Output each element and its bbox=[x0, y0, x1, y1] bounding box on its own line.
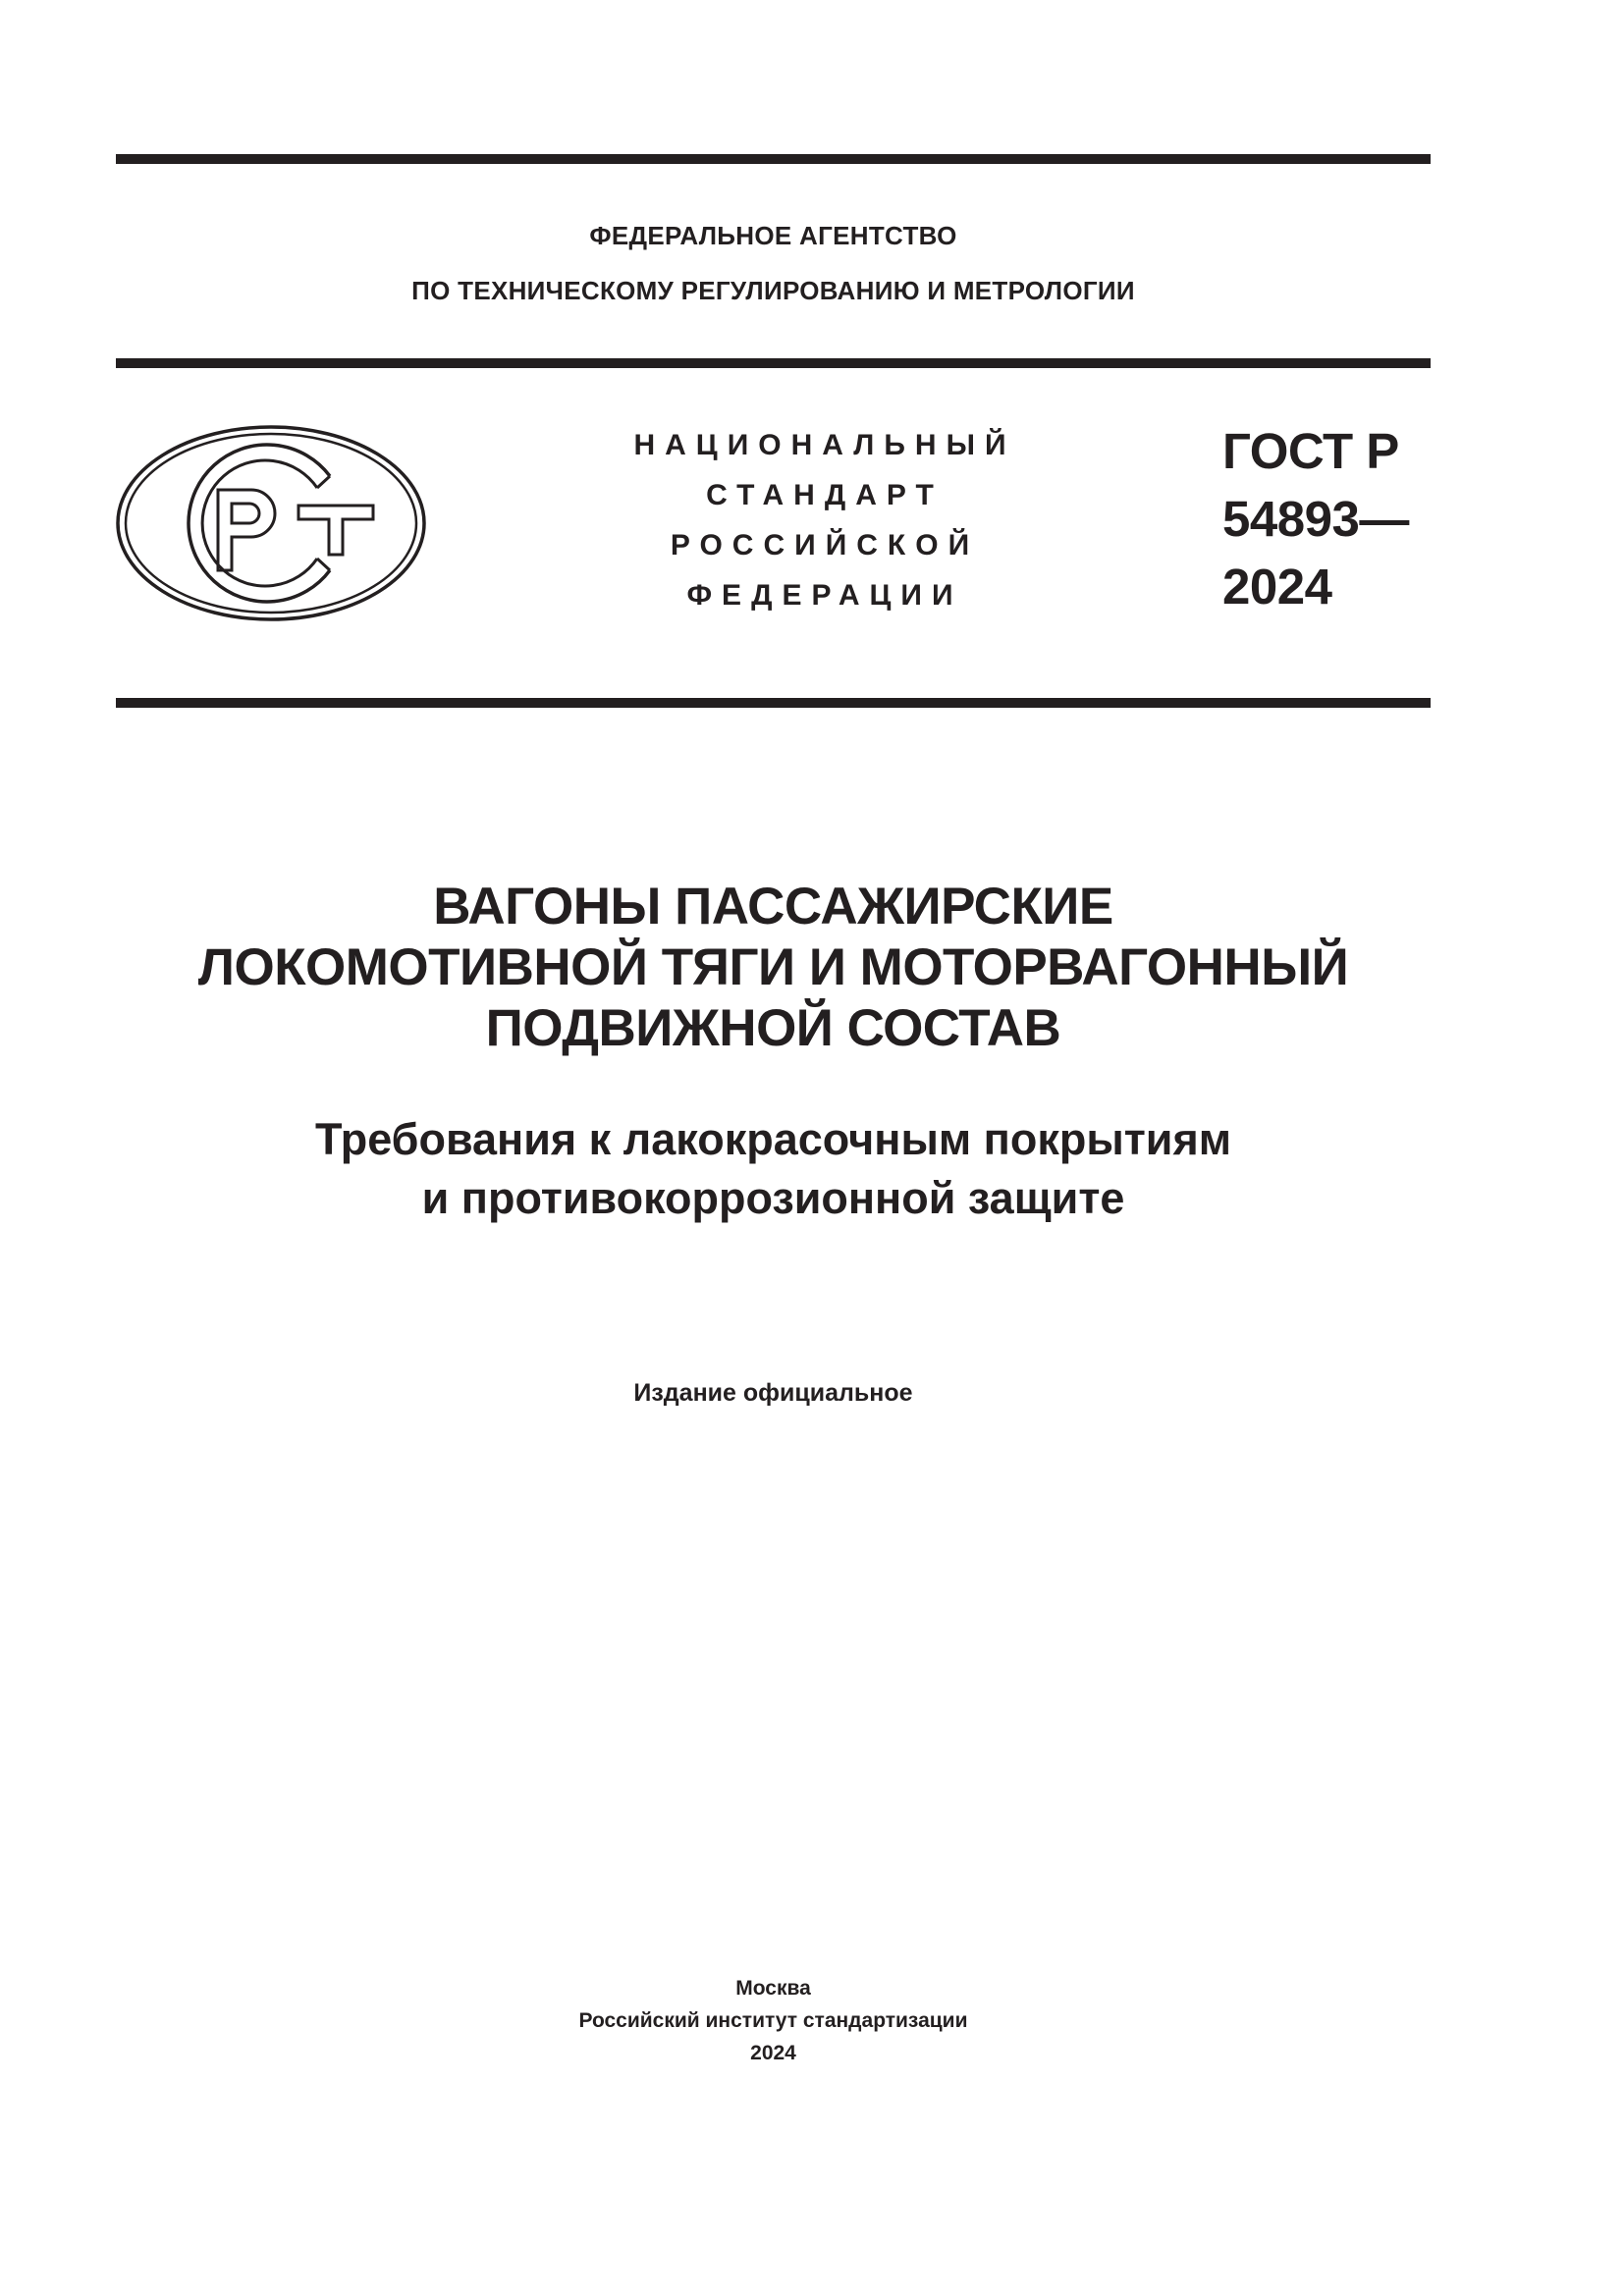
agency-line-2: ПО ТЕХНИЧЕСКОМУ РЕГУЛИРОВАНИЮ И МЕТРОЛОГИИ bbox=[411, 276, 1135, 305]
imprint-publisher: Российский институт стандартизации bbox=[578, 2009, 968, 2032]
designation-line-3: 2024 bbox=[1222, 559, 1332, 614]
imprint-city: Москва bbox=[735, 1977, 811, 2000]
imprint bbox=[116, 1972, 1431, 2069]
rst-mark-icon bbox=[116, 425, 426, 621]
standard-label-line-1: НАЦИОНАЛЬНЫЙ bbox=[633, 429, 1016, 461]
subtitle-line-2: и противокоррозионной защите bbox=[421, 1173, 1125, 1223]
edition-note: Издание официальное bbox=[633, 1379, 913, 1407]
subtitle-line-1: Требования к лакокрасочным покрытиям bbox=[314, 1114, 1232, 1164]
standard-designation bbox=[1222, 417, 1409, 620]
header-divider-rule bbox=[116, 358, 1431, 368]
standard-label-line-3: РОССИЙСКОЙ bbox=[670, 529, 980, 561]
title-line-1: ВАГОНЫ ПАССАЖИРСКИЕ bbox=[433, 878, 1113, 935]
standard-label-line-2: СТАНДАРТ bbox=[706, 479, 944, 511]
document-subtitle bbox=[116, 1110, 1431, 1228]
standard-label-line-4: ФЕДЕРАЦИИ bbox=[686, 579, 963, 612]
standard-label bbox=[579, 420, 1070, 620]
masthead-bottom-rule bbox=[116, 698, 1431, 708]
designation-line-1: ГОСТ Р bbox=[1222, 423, 1399, 479]
imprint-year: 2024 bbox=[750, 2042, 796, 2064]
designation-line-2: 54893— bbox=[1222, 491, 1409, 547]
title-line-3: ПОДВИЖНОЙ СОСТАВ bbox=[485, 999, 1061, 1057]
agency-header bbox=[116, 208, 1431, 318]
agency-line-1: ФЕДЕРАЛЬНОЕ АГЕНТСТВО bbox=[589, 221, 957, 250]
title-line-2: ЛОКОМОТИВНОЙ ТЯГИ И МОТОРВАГОННЫЙ bbox=[197, 938, 1349, 996]
top-rule bbox=[116, 154, 1431, 164]
document-title bbox=[116, 877, 1431, 1059]
